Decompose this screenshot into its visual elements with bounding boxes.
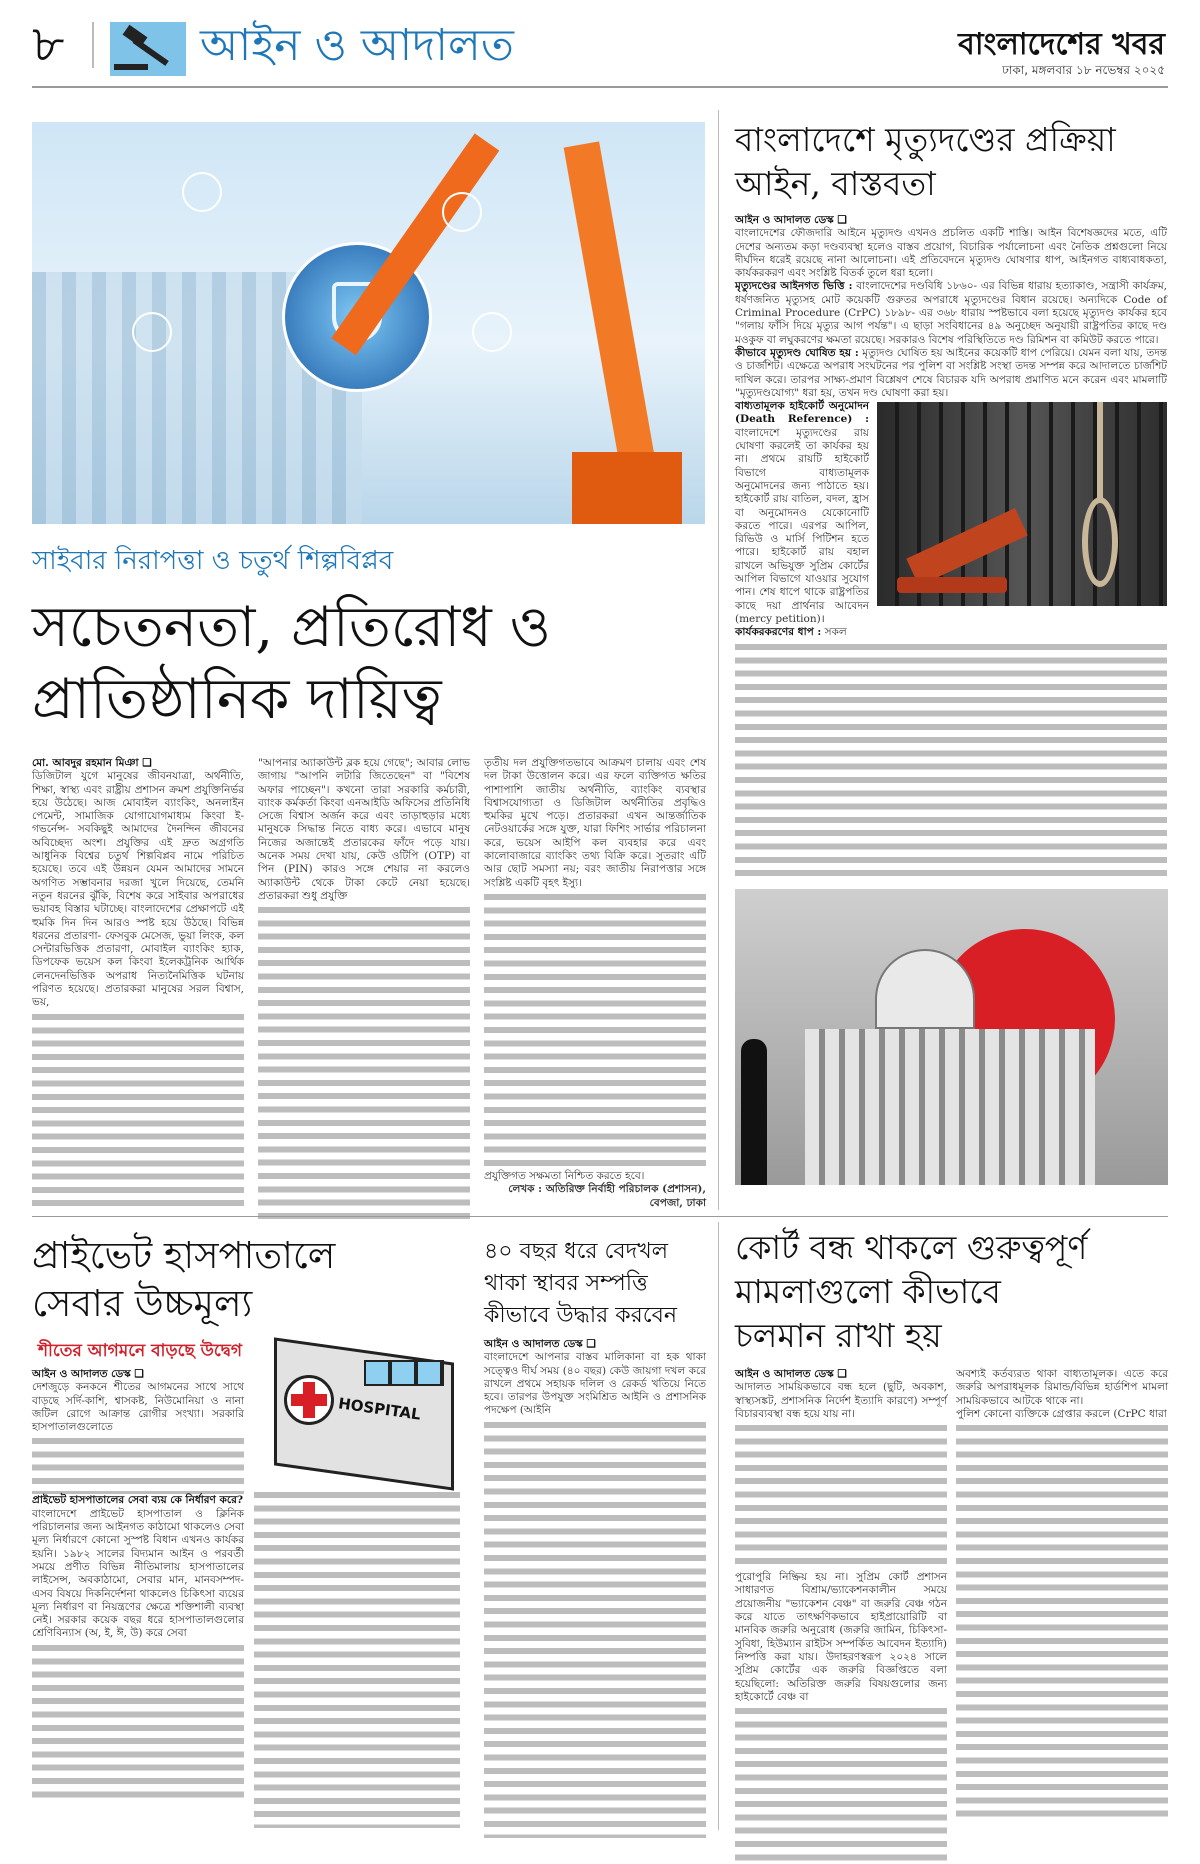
- hospital-illustration: [254, 1340, 460, 1480]
- paragraph: পুরোপুরি নিষ্ক্রিয় হয় না। সুপ্রিম কোর্ট প্রশাসন সাধারণত বিশ্রাম/ভ্যাকেশনকালীন সময়ে প্রয়োজনীয় "ভ্যাকেশন বেঞ্চ" বা জরুরি বেঞ্চ গঠন করে যাতে তাৎক্ষণিকভাবে হাইপ্রায়োরিটি বা মানবিক জরুরি অনুরোধ (জরুরি জামিন, চিকিৎসা-সুবিধা, হিউম্যান রাইটস সম্পর্কিত আবেদন ইত্যাদি) নিষ্পত্তি করা যায়। উদাহরণস্বরূপ ২০২৪ সালে সুপ্রিম কোর্টের এক জরুরি বিজ্ঞপ্তিতে বলা হয়েছিলো: অতিরিক্ত জরুরি বিষয়গুলোর জন্য হাইকোর্টে বেঞ্চ বা: [735, 1571, 947, 1703]
- author-note: লেখক : অতিরিক্ত নির্বাহী পরিচালক (প্রশাসন), বেপজা, ঢাকা: [508, 1183, 706, 1209]
- court-column-2: [956, 1368, 1168, 1821]
- lead-column-2: [258, 757, 470, 1223]
- lead-kicker: সাইবার নিরাপত্তা ও চতুর্থ শিল্পবিপ্লব: [32, 546, 394, 576]
- body-text-continued: [32, 1010, 244, 1210]
- body-text-continued: [484, 1418, 706, 1838]
- property-headline: [484, 1236, 677, 1332]
- lead-headline-line: প্রাতিষ্ঠানিক দায়িত্ব: [32, 667, 442, 732]
- body-text-continued: [735, 1704, 947, 1864]
- subheading: কীভাবে মৃত্যুদণ্ড ঘোষিত হয় :: [735, 346, 859, 359]
- court-headline-line: কোর্ট বন্ধ থাকলে গুরুত্বপূর্ণ: [735, 1228, 1088, 1267]
- byline: আইন ও আদালত ডেস্ক ❑: [32, 1368, 144, 1380]
- paragraph: বাংলাদেশে প্রাইভেট হাসপাতাল ও ক্লিনিক পরিচালনার জন্য আইনগত কাঠামো থাকলেও সেবা মূল্য নির্ধারণে কোনো সুস্পষ্ট বিধান এখনও কার্যকর হয়নি। ১৯৮২ সালের বিদ্যমান আইন ও পরবর্তী সময়ে প্রণীত বিভিন্ন নীতিমালায় হাসপাতালের লাইসেন্স, অবকাঠামো, সেবার মান, মানবসম্পদ- এসব বিষয়ে দিকনির্দেশনা থাকলেও চিকিৎসা ব্যয়ের মূল্য নির্ধারণ বা নিয়ন্ত্রণের ক্ষেত্রে শক্তিশালী ব্যবস্থা নেই। সরকার কয়েক বছর ধরে হাসপাতালগুলোর শ্রেণিবিন্যাস (অ, ই, ঈ, উ) করে সেবা: [32, 1507, 244, 1640]
- subheading: কার্যকরকরণের ধাপ :: [735, 626, 822, 639]
- paragraph: মৃত্যুদণ্ড ঘোষিত হয় আইনের কয়েকটি ধাপ পেরিয়ে। যেমন বলা যায়, তদন্ত ও চার্জশিট। এক্ষেত্রে অপরাধ সংঘটনের পর পুলিশ বা সংশ্লিষ্ট সংস্থা তদন্ত সম্পন্ন করে আদালতে চার্জশিট দাখিল করে। তারপর সাক্ষ্য-প্রমাণ বিশ্লেষণ শেষে বিচারক যদি অপরাধ প্রমাণিত মনে করেন এবং মামলাটি "মৃত্যুদণ্ডযোগ্য" ধরা হয়, তখন দণ্ড ঘোষণা করা হয়।: [735, 346, 1167, 399]
- lead-headline: [32, 592, 551, 736]
- byline: আইন ও আদালত ডেস্ক ❑: [735, 214, 847, 226]
- body-text-continued: [735, 640, 1167, 879]
- hospital-headline: [32, 1232, 335, 1328]
- lead-column-3: [484, 757, 706, 1210]
- body-text-continued: [956, 1421, 1168, 1821]
- paragraph: বাংলাদেশের ফৌজদারি আইনে মৃত্যুদণ্ড এখনও প্রচলিত একটি শাস্তি। আইন বিশেষজ্ঞদের মতে, এটি দেশের অন্যতম কড়া দণ্ডব্যবস্থা হলেও বাস্তব প্রয়োগ, বিচারিক পর্যালোচনা এবং নৈতিক প্রশ্নগুলো নিয়ে দীর্ঘদিন ধরেই রয়েছে নানা আলোচনা। এই প্রতিবেদনে মৃত্যুদণ্ড ঘোষণার ধাপ, আইনগত বাধ্যবাধকতা, কার্যকরকরণ এবং সংশ্লিষ্ট বিতর্ক তুলে ধরা হলো।: [735, 227, 1167, 280]
- property-headline-line: ৪০ বছর ধরে বেদখল: [484, 1239, 669, 1264]
- body-text-continued: [32, 1641, 244, 1801]
- court-headline-line: মামলাগুলো কীভাবে: [735, 1272, 1001, 1311]
- paragraph: বাংলাদেশের দণ্ডবিধি ১৮৬০- এর বিভিন্ন ধারায় হত্যাকাণ্ড, সন্ত্রাসী কার্যক্রম, ধর্ষণজনিত মৃত্যুসহ মোট কয়েকটি গুরুতর অপরাধে মৃত্যুদণ্ডের বিধান রয়েছে। অন্যদিকে Code of Criminal Procedure (CrPC) ১৮৯৮- এর ৩৬৮ ধারায় স্পষ্টভাবে বলা হয়েছে মৃত্যুদণ্ড কার্যকর হবে "গলায় ফাঁসি দিয়ে মৃত্যুর আগ পর্যন্ত"। এ ছাড়া সংবিধানের ৪৯ অনুচ্ছেদ অনুযায়ী রাষ্ট্রপতির কাছে দণ্ড মওকুফ বা লঘুকরণের ক্ষমতা রয়েছে। সরকারও বিশেষ পরিস্থিতিতে দণ্ড রিমিশন বা কমিউট করতে পারে।: [735, 280, 1167, 346]
- section-rule: [32, 1216, 1168, 1217]
- paragraph: প্রযুক্তিগত সক্ষমতা নিশ্চিত করতে হবে।: [484, 1169, 645, 1182]
- death-article: [735, 118, 1167, 1185]
- body-text-continued: [484, 890, 706, 1170]
- gavel-noose-photo: [877, 402, 1167, 606]
- paragraph: "আপনার অ্যাকাউন্ট ব্লক হয়ে গেছে"; আবার লোভ জাগায় "আপনি লটারি জিতেছেন" বা "বিশেষ অফার পাচ্ছেন"। কখনো তারা সরকারি কর্মচারী, ব্যাংক কর্মকর্তা কিংবা এনআইডি অফিসের প্রতিনিধি সেজে বিশ্বাস অর্জন করে এবং তাড়াহুড়ার মধ্যে মানুষকে সিদ্ধান্ত নিতে বাধ্য করে। এভাবে মানুষ নিজের অজান্তেই প্রতারকের ফাঁদে পড়ে যায়। অনেক সময় দেখা যায়, কেউ ওটিপি (OTP) বা পিন (PIN) কারও সঙ্গে শেয়ার না করলেও অ্যাকাউন্ট থেকে টাকা কেটে নেয়া হয়েছে। প্রতারকরা শুধু প্রযুক্তি: [258, 757, 470, 902]
- hospital-column-2: [254, 1488, 460, 1828]
- court-headline-line: চলমান রাখা হয়: [735, 1316, 942, 1355]
- death-headline-line: আইন, বাস্তবতা: [735, 164, 936, 203]
- byline: আইন ও আদালত ডেস্ক ❑: [484, 1338, 596, 1350]
- body-text-continued: [254, 1488, 460, 1828]
- lead-column-1: [32, 757, 244, 1210]
- gavel-icon: [110, 22, 186, 76]
- hospital-sign: HOSPITAL: [337, 1394, 422, 1424]
- section-title: আইন ও আদালত: [200, 20, 514, 71]
- byline: মো. আবদুর রহমান মিঞা ❑: [32, 757, 152, 769]
- hospital-column-1: [32, 1368, 244, 1801]
- issue-date: ঢাকা, মঙ্গলবার ১৮ নভেম্বর ২০২৫: [1002, 63, 1165, 77]
- byline: আইন ও আদালত ডেস্ক ❑: [735, 1368, 847, 1380]
- page-number: ৮: [32, 15, 65, 73]
- paragraph: তৃতীয় দল প্রযুক্তিগতভাবে আক্রমণ চালায় এবং শেষ দল টাকা উত্তোলন করে। এর ফলে ব্যক্তিগত ক্ষতির পাশাপাশি জাতীয় অর্থনীতি, ব্যাংকিং ব্যবস্থার বিশ্বাসযোগ্যতা ও ডিজিটাল অর্থনীতির প্রবৃদ্ধিও হুমকির মুখে পড়ে। প্রতারকরা এখন আন্তর্জাতিক নেটওয়ার্কের সঙ্গে যুক্ত, যারা ফিশিং সার্ভার পরিচালনা করে, ভয়েস আইপি কল ব্যবহার করে এবং কালোবাজারে ব্যাংকিং তথ্য বিক্রি করে। সুতরাং এটি আর ছোট সমস্যা নয়; বরং জাতীয় নিরাপত্তার সঙ্গে সংশ্লিষ্ট একটি বৃহৎ ইস্যু।: [484, 757, 706, 889]
- body-text-continued: [32, 1434, 244, 1494]
- paragraph: অবশ্যই কর্তব্যরত থাকা বাধ্যতামূলক। এতে করে জরুরি অপরাধমূলক রিমান্ড/বিভিন্ন হার্ডশিপ মামলা সাময়িকভাবে আটকে থাকে না।: [956, 1368, 1168, 1407]
- supreme-court-photo: [735, 889, 1168, 1185]
- body-text-continued: [258, 903, 470, 1223]
- cyber-security-illustration: [32, 122, 705, 524]
- hospital-headline-line: প্রাইভেট হাসপাতালে: [32, 1234, 336, 1277]
- paragraph: আদালত সাময়িকভাবে বন্ধ হলে (ছুটি, অবকাশ, স্বাস্থ্যসঙ্কট, প্রশাসনিক নির্দেশ ইত্যাদি কারণে) সম্পূর্ণ বিচারব্যবস্থা বন্ধ হয়ে যায় না।: [735, 1381, 947, 1420]
- hospital-subhead: শীতের আগমনে বাড়ছে উদ্বেগ: [38, 1341, 242, 1361]
- paragraph: পুলিশ কোনো ব্যক্তিকে গ্রেপ্তার করলে (CrPC ধারা: [956, 1407, 1167, 1420]
- court-column-1: [735, 1368, 947, 1864]
- death-body: [735, 214, 1167, 879]
- property-headline-line: কীভাবে উদ্ধার করবেন: [484, 1303, 677, 1328]
- paragraph: ডিজিটাল যুগে মানুষের জীবনযাত্রা, অর্থনীতি, শিক্ষা, স্বাস্থ্য এবং রাষ্ট্রীয় প্রশাসন ক্রমশ প্রযুক্তিনির্ভর হয়ে উঠেছে। আজ মোবাইল ব্যাংকিং, অনলাইন পেমেন্ট, সামাজিক যোগাযোগমাধ্যম কিংবা ই-গভর্নেন্স- সবকিছুই আমাদের দৈনন্দিন জীবনের অবিচ্ছেদ্য অংশ। প্রযুক্তির এই দ্রুত অগ্রগতি আধুনিক বিশ্বের চতুর্থ শিল্পবিপ্লব নামে পরিচিত হয়েছে। তবে এই উন্নয়ন যেমন আমাদের সামনে অগণিত সম্ভাবনার দরজা খুলে দিয়েছে, তেমনি নতুন ধরনের ঝুঁকি, বিশেষ করে সাইবার অপরাধের ভয়াবহ বিস্তার ঘটাচ্ছে। বাংলাদেশের প্রেক্ষাপটে এই হুমকি দিন দিন আরও স্পষ্ট হয়ে উঠছে। বিভিন্ন ধরনের প্রতারণা- ফেসবুক মেসেজ, ভুয়া লিংক, কল সেন্টারভিত্তিক প্রতারণা, মোবাইল ব্যাংকিং হ্যাক, ডিপফেক ভয়েস কল কিংবা ইলেকট্রনিক আর্থিক লেনদেনভিত্তিক অপরাধ নিত্যনৈমিত্তিক ঘটনায় পরিণত হয়েছে। প্রতারকরা মানুষের সরল বিশ্বাস, ভয়,: [32, 770, 244, 1009]
- divider: [92, 22, 94, 68]
- header-rule: [32, 86, 1168, 88]
- court-headline: [735, 1226, 1087, 1358]
- paragraph: বাংলাদেশে আপনার বাস্তব মালিকানা বা হক থাকা সত্ত্বেও দীর্ঘ সময় (৪০ বছর) কেউ জায়গা দখল করে রাখলে প্রথমে সহায়ক দলিল ও রেকর্ড খতিয়ে নিতে হবে। তারপর উপযুক্ত সংমিশ্রিত আইনি ও প্রশাসনিক পদক্ষেপ (আইনি: [484, 1351, 706, 1417]
- subheading: মৃত্যুদণ্ডের আইনগত ভিত্তি :: [735, 280, 853, 293]
- property-body: [484, 1338, 706, 1838]
- hospital-headline-line: সেবার উচ্চমূল্য: [32, 1282, 253, 1325]
- masthead-logo: বাংলাদেশের খবর: [958, 27, 1165, 62]
- lead-headline-line: সচেতনতা, প্রতিরোধ ও: [32, 595, 551, 660]
- subheading: প্রাইভেট হাসপাতালের সেবা ব্যয় কে নির্ধারণ করে?: [32, 1494, 244, 1507]
- paragraph: বাংলাদেশে মৃত্যুদণ্ডের রায় ঘোষণা করলেই তা কার্যকর হয় না। প্রথমে রায়টি হাইকোর্ট বিভাগে বাধ্যতামূলক অনুমোদনের জন্য পাঠাতে হয়। হাইকোর্ট রায় বাতিল, বদল, হ্রাস বা অনুমোদনও যেকোনোটি করতে পারে। এরপর আপিল, রিভিউ ও মার্সি পিটিশন হতে পারে। হাইকোর্ট রায় বহাল রাখলে অভিযুক্ত সুপ্রিম কোর্টের আপিল বিভাগে যাওয়ার সুযোগ পান। শেষ ধাপে থাকে রাষ্ট্রপতির কাছে দয়া প্রার্থনার আবেদন (mercy petition)।: [735, 426, 869, 625]
- death-headline: [735, 118, 1167, 206]
- body-text-continued: [735, 1421, 947, 1571]
- paragraph: সকল: [824, 626, 847, 639]
- paragraph: দেশজুড়ে কনকনে শীতের আগমনের সাথে সাথে বাড়ছে সর্দি-কাশি, শ্বাসকষ্ট, নিউমোনিয়া ও নানা জটিল রোগে আক্রান্ত রোগীর সংখ্যা। সরকারি হাসপাতালগুলোতে: [32, 1381, 244, 1434]
- death-headline-line: বাংলাদেশে মৃত্যুদণ্ডের প্রক্রিয়া: [735, 120, 1116, 159]
- subheading: বাধ্যতামূলক হাইকোর্ট অনুমোদন (Death Reference) :: [735, 400, 869, 426]
- column-divider: [718, 1222, 719, 1830]
- column-divider: [718, 110, 719, 1210]
- property-headline-line: থাকা স্থাবর সম্পত্তি: [484, 1271, 648, 1296]
